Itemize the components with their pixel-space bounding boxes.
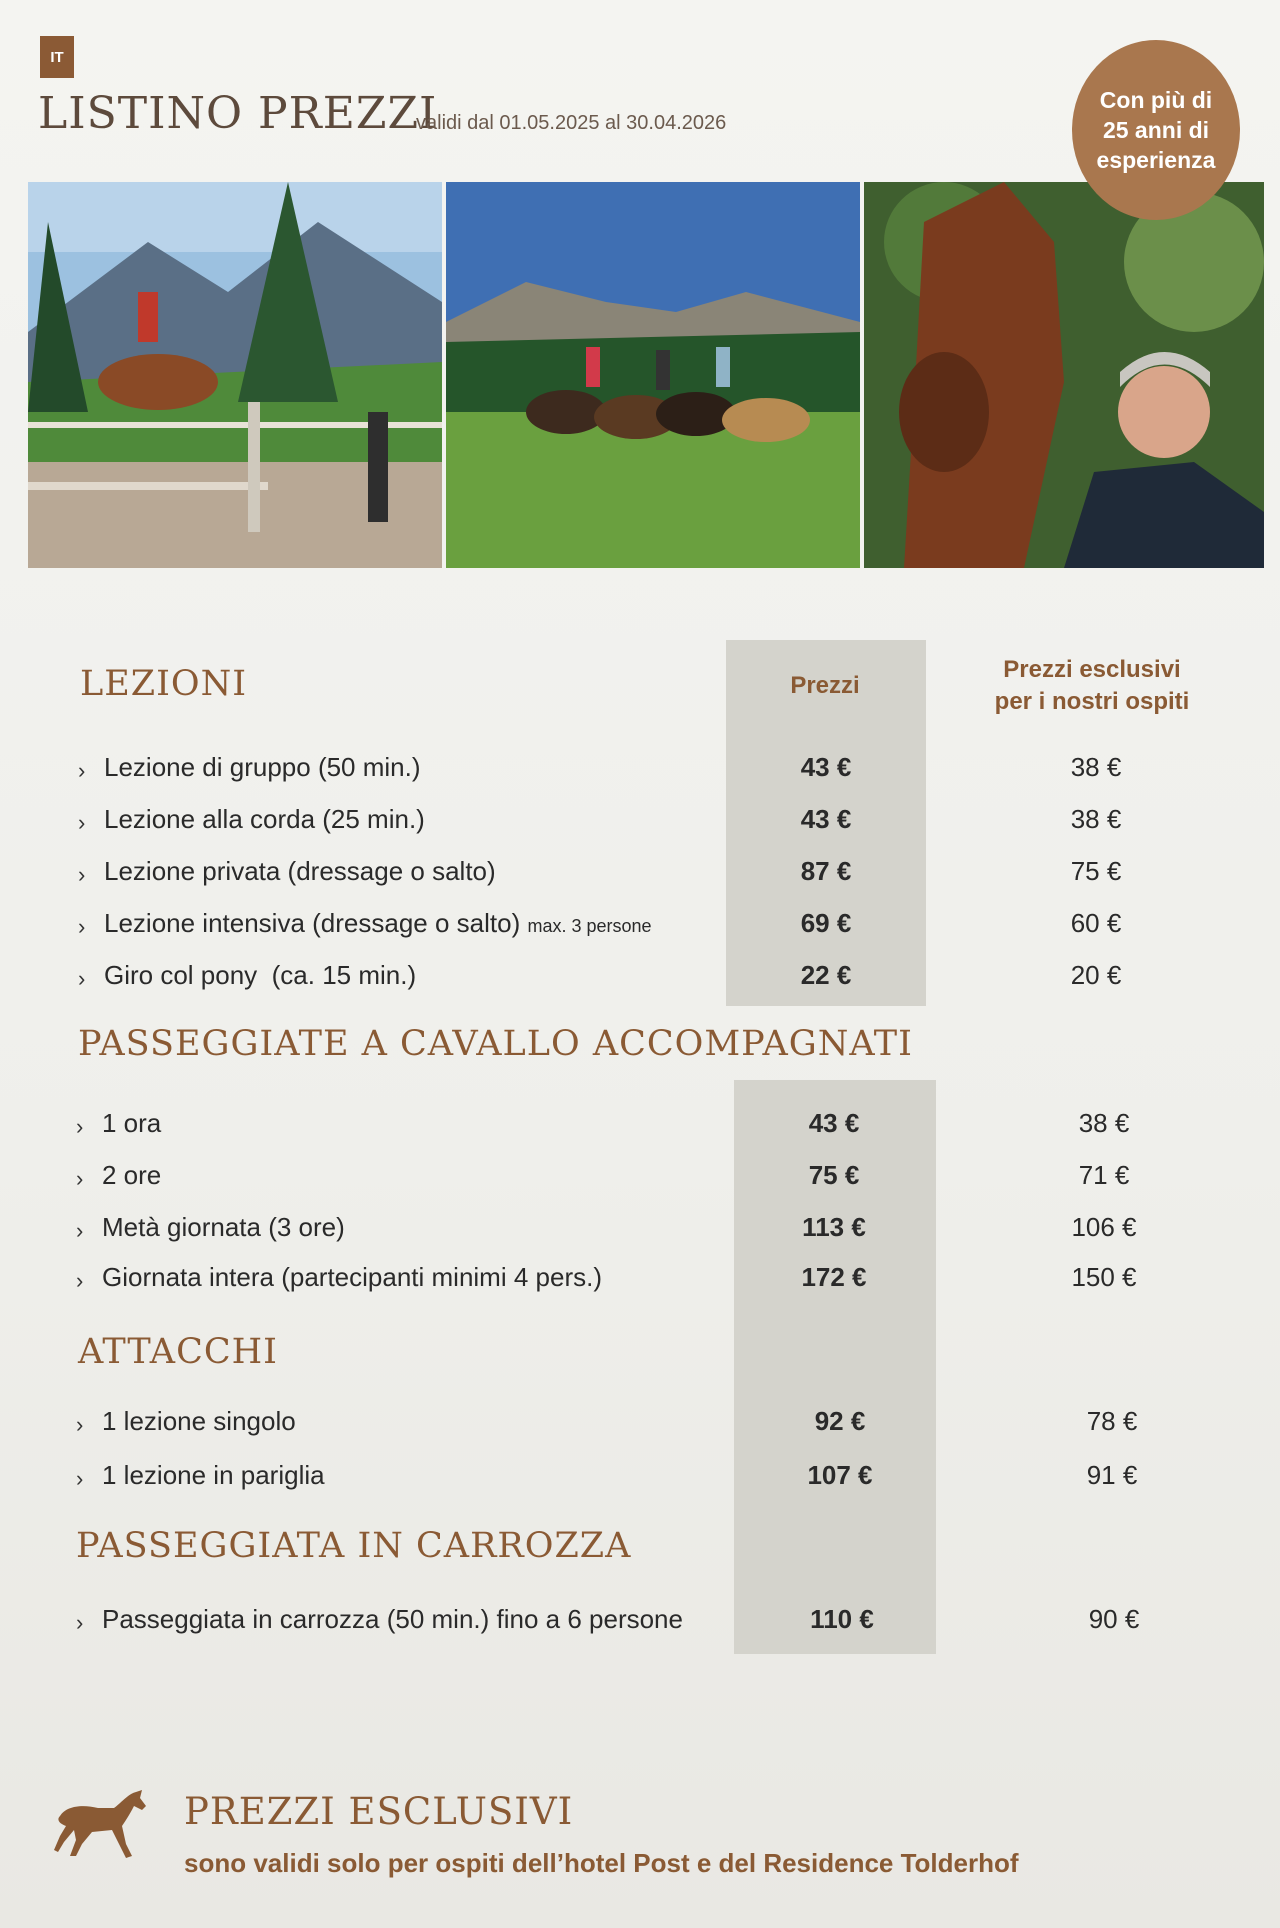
chevron-right-icon: › [78,914,86,939]
item-label: 2 ore [102,1160,162,1190]
item-label: Lezione di gruppo (50 min.) [104,752,421,782]
item-price: 69 € [800,908,852,938]
chevron-right-icon: › [76,1466,84,1491]
section-title-lezioni: LEZIONI [80,664,248,704]
item-price: 43 € [808,1108,860,1138]
chevron-right-icon: › [78,810,86,835]
chevron-right-icon: › [76,1218,84,1243]
item-note: max. 3 persone [527,916,652,936]
item-label: 1 lezione singolo [102,1406,296,1436]
item-label: 1 lezione in pariglia [102,1460,325,1490]
price-row [78,804,1228,844]
guest-prices-column-header: Prezzi esclusivi per i nostri ospiti [994,656,1190,715]
item-price: 22 € [800,960,852,990]
item-guest-price: 78 € [1086,1406,1138,1436]
chevron-right-icon: › [78,758,86,783]
item-guest-price: 38 € [1070,804,1122,834]
chevron-right-icon: › [78,966,86,991]
price-row [76,1160,1226,1200]
item-guest-price: 90 € [1088,1604,1140,1634]
page-title: LISTINO PREZZI [38,88,438,139]
item-guest-price: 106 € [1071,1212,1137,1242]
price-row [78,960,1228,1000]
item-guest-price: 60 € [1070,908,1122,938]
price-row [76,1460,1226,1500]
item-price: 75 € [808,1160,860,1190]
photo-strip [28,182,1264,568]
trail-ride-photo [446,182,860,568]
validity-dates: validi dal 01.05.2025 al 30.04.2026 [416,112,727,134]
price-row [78,856,1228,896]
item-guest-price: 150 € [1071,1262,1137,1292]
item-price: 110 € [810,1604,874,1634]
item-price: 92 € [814,1406,866,1436]
show-jumping-photo [28,182,442,568]
footer-title: PREZZI ESCLUSIVI [184,1790,574,1833]
item-label: Lezione alla corda (25 min.) [104,804,425,834]
chevron-right-icon: › [76,1268,84,1293]
chevron-right-icon: › [76,1114,84,1139]
item-label: Metà giornata (3 ore) [102,1212,345,1242]
item-label: Passeggiata in carrozza (50 min.) fino a 6 persone [102,1604,683,1634]
chevron-right-icon: › [76,1610,84,1635]
item-price: 43 € [800,804,852,834]
item-price: 172 € [801,1262,867,1292]
chevron-right-icon: › [76,1166,84,1191]
section-title-attacchi: ATTACCHI [78,1332,278,1372]
experience-badge: Con più di 25 anni di esperienza [1072,40,1240,220]
item-label: 1 ora [102,1108,162,1138]
chevron-right-icon: › [76,1412,84,1437]
price-row [78,908,1228,948]
item-price: 87 € [800,856,852,886]
item-guest-price: 20 € [1070,960,1122,990]
item-price: 107 € [807,1460,873,1490]
price-row [76,1406,1226,1446]
price-row [76,1212,1226,1252]
section-title-passeggiate: PASSEGGIATE A CAVALLO ACCOMPAGNATI [78,1024,913,1064]
price-row [78,752,1228,792]
item-label: Giornata intera (partecipanti minimi 4 pers.) [102,1262,602,1292]
language-badge: IT [40,36,74,78]
item-guest-price: 38 € [1078,1108,1130,1138]
item-guest-price: 38 € [1070,752,1122,782]
item-label: Lezione privata (dressage o salto) [104,856,496,886]
price-row [76,1604,1226,1644]
footer-subtitle: sono validi solo per ospiti dell’hotel Post e del Residence Tolderhof [184,1848,1019,1878]
item-guest-price: 91 € [1086,1460,1138,1490]
price-row [76,1262,1226,1302]
prices-column-header: Prezzi [790,672,860,699]
item-label-text: Lezione intensiva (dressage o salto) [104,908,521,938]
price-row [76,1108,1226,1148]
item-price: 113 € [802,1212,866,1242]
chevron-right-icon: › [78,862,86,887]
horse-and-trainer-photo [864,182,1264,568]
section-title-carrozza: PASSEGGIATA IN CARROZZA [76,1526,632,1566]
item-price: 43 € [800,752,852,782]
item-guest-price: 75 € [1070,856,1122,886]
item-label [104,908,652,939]
item-label: Giro col pony (ca. 15 min.) [104,960,417,990]
item-guest-price: 71 € [1078,1160,1130,1190]
horse-icon [52,1786,152,1862]
